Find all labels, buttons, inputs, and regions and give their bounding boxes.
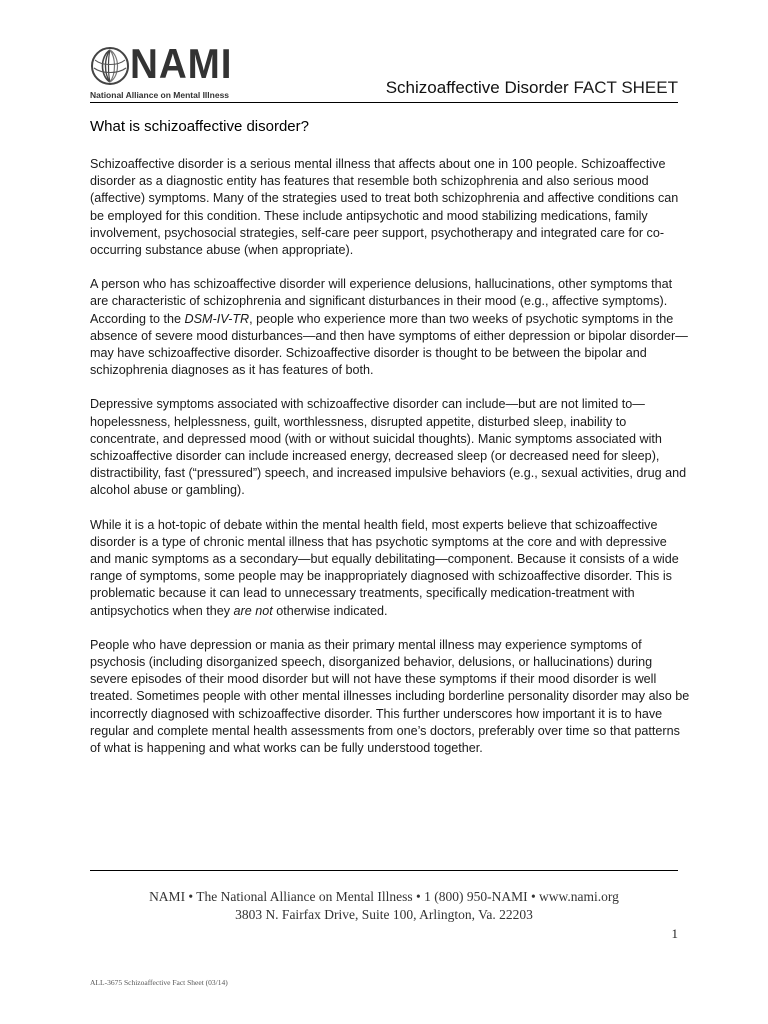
paragraph-3: Depressive symptoms associated with schizoaffective disorder can include—but are not limited to—hopelessness, helplessness, guilt, worthlessness, disrupted appetite, disturbed sleep, inability to concentrate, and depressed mood (with or without suicidal thoughts). Manic symptoms associated with schizoaffective disorder can include increased energy, decreased sleep (or decreased need for sleep), distractibility, fast (“pressured”) speech, and increased impulsive behaviors (e.g., sexual activities, drug and alcohol abuse or gambling). [90, 397, 687, 498]
paragraph-4-part-a: While it is a hot-topic of debate within the mental health field, most experts believe that schizoaffective disorder is a type of chronic mental illness that has psychotic symptoms at the core and with depressive and manic symptoms as a secondary—but equally debilitating—component. Because it consists of a wide range of symptoms, some people may be inappropriately diagnosed with schizoaffective disorder. This is problematic because it can lead to unnecessary treatments, specifically medication-treatment with antipsychotics when they [90, 517, 679, 618]
document-title [386, 78, 678, 98]
document-code: ALL-3675 Schizoaffective Fact Sheet (03/14) [90, 978, 228, 987]
nami-logo [90, 40, 233, 102]
document-title-accent: FACT SHEET [573, 78, 678, 97]
logo-wordmark: NAMI [130, 40, 233, 87]
paragraph-4-part-b: otherwise indicated. [272, 603, 388, 618]
paragraph-2-part-b: , people who experience more than two weeks of psychotic symptoms in the absence of severe mood disturbances—and then have symptoms of either depression or bipolar disorder—may have schizoaffective disorder. Schizoaffective disorder is thought to be between the bipolar and schizophrenia diagnoses as it has features of both. [90, 311, 688, 378]
emphasis-are-not: are not [233, 603, 273, 618]
main-content [90, 118, 690, 774]
footer-address: 3803 N. Fairfax Drive, Suite 100, Arlington, Va. 22203 [235, 907, 533, 922]
logo-tagline: National Alliance on Mental Illness [90, 90, 230, 100]
dsm-reference: DSM-IV-TR [184, 311, 250, 326]
title-divider [90, 102, 678, 103]
footer-divider [90, 870, 678, 871]
footer-line-1: NAMI • The National Alliance on Mental Illness • 1 (800) 950-NAMI • www.nami.org [149, 889, 619, 904]
paragraph-1: Schizoaffective disorder is a serious mental illness that affects about one in 100 people. Schizoaffective disorder as a diagnostic entity has features that resemble both schizophrenia and also serious mood (affective) symptoms. Many of the strategies used to treat both schizophrenia and affective conditions can be employed for this condition. These include antipsychotic and mood stabilizing medications, family involvement, psychosocial strategies, self-care peer support, psychotherapy and integrated care for co-occurring substance abuse (when appropriate). [90, 157, 679, 258]
footer-contact [90, 888, 678, 924]
paragraph-4 [90, 517, 690, 620]
paragraph-2 [90, 276, 690, 379]
paragraph-2-part-a: A person who has schizoaffective disorder will experience delusions, hallucinations, other symptoms that are characteristic of schizophrenia and significant disturbances in their mood (e.g., affective symptoms). According to the [90, 277, 673, 326]
paragraph-5: People who have depression or mania as their primary mental illness may experience symptoms of psychosis (including disorganized speech, disorganized behavior, delusions, or hallucinations) during severe episodes of their mood disorder but will not have these symptoms if their mood disorder is well treated. Sometimes people with other mental illnesses including borderline personality disorder may also be incorrectly diagnosed with schizoaffective disorder. This further underscores how important it is to have regular and complete mental health assessments from one’s doctors, preferably over time so that patterns of what is happening and what works can be fully understood together. [90, 637, 690, 756]
swirl-logo-icon [90, 46, 130, 86]
section-heading: What is schizoaffective disorder? [90, 118, 309, 135]
page-number: 1 [671, 926, 678, 941]
document-title-main: Schizoaffective Disorder [385, 78, 569, 97]
